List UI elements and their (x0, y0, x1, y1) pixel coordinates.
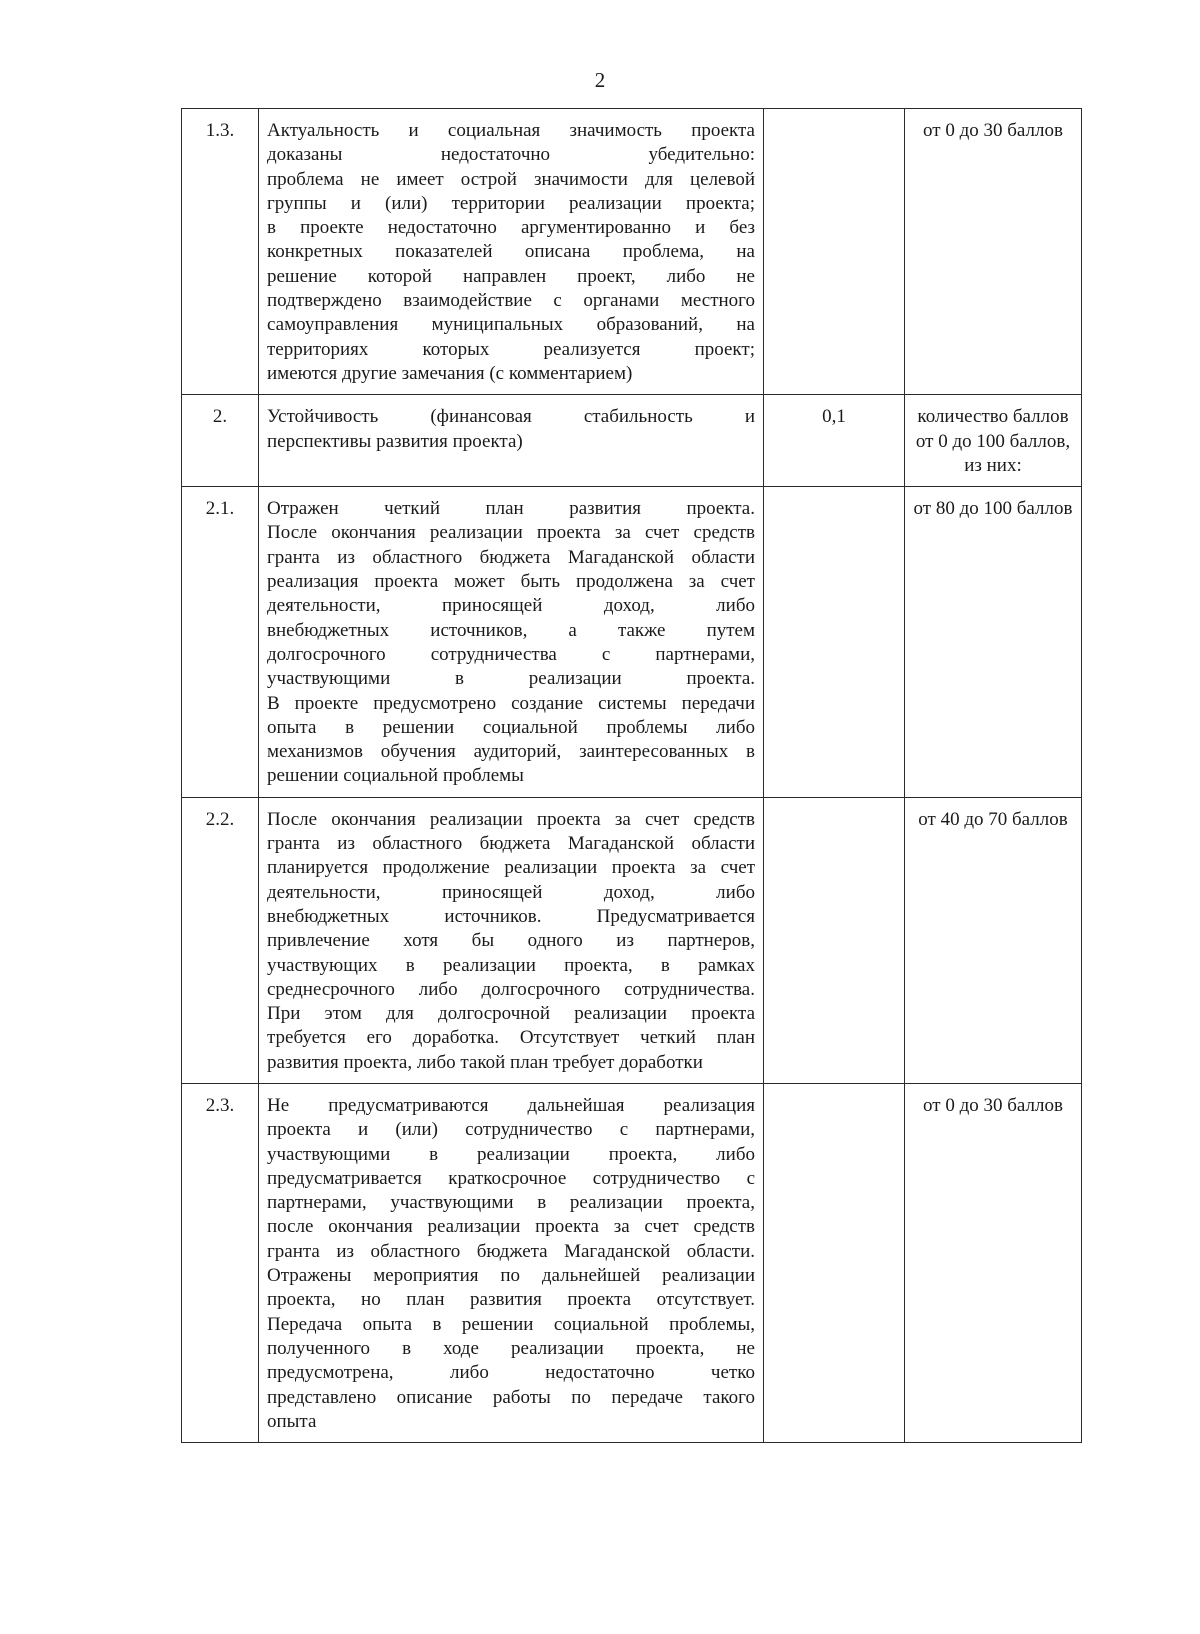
row-number: 2.2. (182, 797, 259, 1083)
criterion-text-line: доказаны недостаточно убедительно: (267, 144, 755, 166)
criterion-text-line: Отражены мероприятия по дальнейшей реализации (267, 1265, 755, 1287)
criterion-text-line: решение которой направлен проект, либо не (267, 265, 755, 287)
criterion-text-line: механизмов обучения аудиторий, заинтересованных в (267, 741, 755, 763)
criterion-text (259, 109, 764, 395)
criterion-text-line: Передача опыта в решении социальной проблемы, (267, 1313, 755, 1335)
criterion-text-line: Устойчивость (финансовая стабильность и (267, 406, 755, 428)
row-number: 2. (182, 395, 259, 487)
criterion-text-line: территориях которых реализуется проект; (267, 338, 755, 360)
criterion-text-line: самоуправления муниципальных образований, на (267, 314, 755, 336)
table-row (182, 1083, 1082, 1442)
criterion-text-line: в проекте недостаточно аргументированно и без (267, 217, 755, 239)
weight-coefficient (764, 797, 905, 1083)
criterion-text-line: планируется продолжение реализации проекта за счет (267, 857, 755, 879)
criterion-text-line: внебюджетных источников, а также путем (267, 619, 755, 641)
criterion-text-line: гранта из областного бюджета Магаданской области. (267, 1240, 755, 1262)
criterion-text-line: долгосрочного сотрудничества с партнерами, (267, 643, 755, 665)
weight-coefficient: 0,1 (764, 395, 905, 487)
criterion-text (259, 797, 764, 1083)
criterion-text-line: опыта (267, 1410, 317, 1432)
criterion-text-line: участвующими в реализации проекта. (267, 668, 755, 690)
weight-coefficient (764, 487, 905, 798)
criterion-text-line: развития проекта, либо такой план требует доработки (267, 1051, 703, 1073)
criterion-text-line: привлечение хотя бы одного из партнеров, (267, 930, 755, 952)
score-range: от 40 до 70 баллов (905, 797, 1082, 1083)
criterion-text-line: полученного в ходе реализации проекта, не (267, 1337, 755, 1359)
table-row (182, 109, 1082, 395)
criterion-text-line: группы и (или) территории реализации проекта; (267, 192, 755, 214)
row-number: 2.3. (182, 1083, 259, 1442)
criterion-text (259, 1083, 764, 1442)
criterion-text-line: среднесрочного либо долгосрочного сотрудничества. (267, 978, 755, 1000)
criterion-text (259, 395, 764, 487)
criterion-text-line: подтверждено взаимодействие с органами местного (267, 290, 755, 312)
criterion-text-line: перспективы развития проекта) (267, 430, 523, 452)
criterion-text-line: конкретных показателей описана проблема, на (267, 241, 755, 263)
criterion-text-line: В проекте предусмотрено создание системы передачи (267, 692, 755, 714)
criteria-table (181, 108, 1082, 1443)
weight-coefficient (764, 109, 905, 395)
score-range: от 80 до 100 баллов (905, 487, 1082, 798)
criterion-text-line: реализация проекта может быть продолжена за счет (267, 571, 755, 593)
criterion-text-line: проекта и (или) сотрудничество с партнерами, (267, 1119, 755, 1141)
criterion-text-line: партнерами, участвующими в реализации проекта, (267, 1192, 755, 1214)
row-number: 2.1. (182, 487, 259, 798)
criterion-text-line: деятельности, приносящей доход, либо (267, 595, 755, 617)
criterion-text-line: после окончания реализации проекта за счет средств (267, 1216, 755, 1238)
criterion-text-line: деятельности, приносящей доход, либо (267, 881, 755, 903)
criterion-text-line: участвующих в реализации проекта, в рамках (267, 954, 755, 976)
criterion-text-line: Не предусматриваются дальнейшая реализация (267, 1094, 755, 1116)
criterion-text (259, 487, 764, 798)
criterion-text-line: требуется его доработка. Отсутствует четкий план (267, 1027, 755, 1049)
criterion-text-line: имеются другие замечания (с комментарием) (267, 362, 633, 384)
score-range: от 0 до 30 баллов (905, 1083, 1082, 1442)
weight-coefficient (764, 1083, 905, 1442)
criterion-text-line: проблема не имеет острой значимости для целевой (267, 168, 755, 190)
table-row (182, 487, 1082, 798)
criterion-text-line: предусмотрена, либо недостаточно четко (267, 1362, 755, 1384)
criterion-text-line: предусматривается краткосрочное сотрудничество с (267, 1167, 755, 1189)
criterion-text-line: После окончания реализации проекта за счет средств (267, 522, 755, 544)
table-row (182, 797, 1082, 1083)
criterion-text-line: решении социальной проблемы (267, 765, 524, 787)
criterion-text-line: проекта, но план развития проекта отсутствует. (267, 1289, 755, 1311)
criterion-text-line: внебюджетных источников. Предусматривается (267, 905, 755, 927)
criterion-text-line: участвующими в реализации проекта, либо (267, 1143, 755, 1165)
criterion-text-line: гранта из областного бюджета Магаданской области (267, 833, 755, 855)
criterion-text-line: При этом для долгосрочной реализации проекта (267, 1003, 755, 1025)
row-number: 1.3. (182, 109, 259, 395)
table-row (182, 395, 1082, 487)
score-range: количество баллов от 0 до 100 баллов, из них: (905, 395, 1082, 487)
page-number: 2 (594, 68, 606, 92)
criterion-text-line: Актуальность и социальная значимость проекта (267, 120, 755, 141)
criterion-text-line: Отражен четкий план развития проекта. (267, 498, 755, 520)
criterion-text-line: После окончания реализации проекта за счет средств (267, 808, 755, 830)
score-range: от 0 до 30 баллов (905, 109, 1082, 395)
criterion-text-line: опыта в решении социальной проблемы либо (267, 716, 755, 738)
criterion-text-line: представлено описание работы по передаче такого (267, 1386, 755, 1408)
criterion-text-line: гранта из областного бюджета Магаданской области (267, 546, 755, 568)
